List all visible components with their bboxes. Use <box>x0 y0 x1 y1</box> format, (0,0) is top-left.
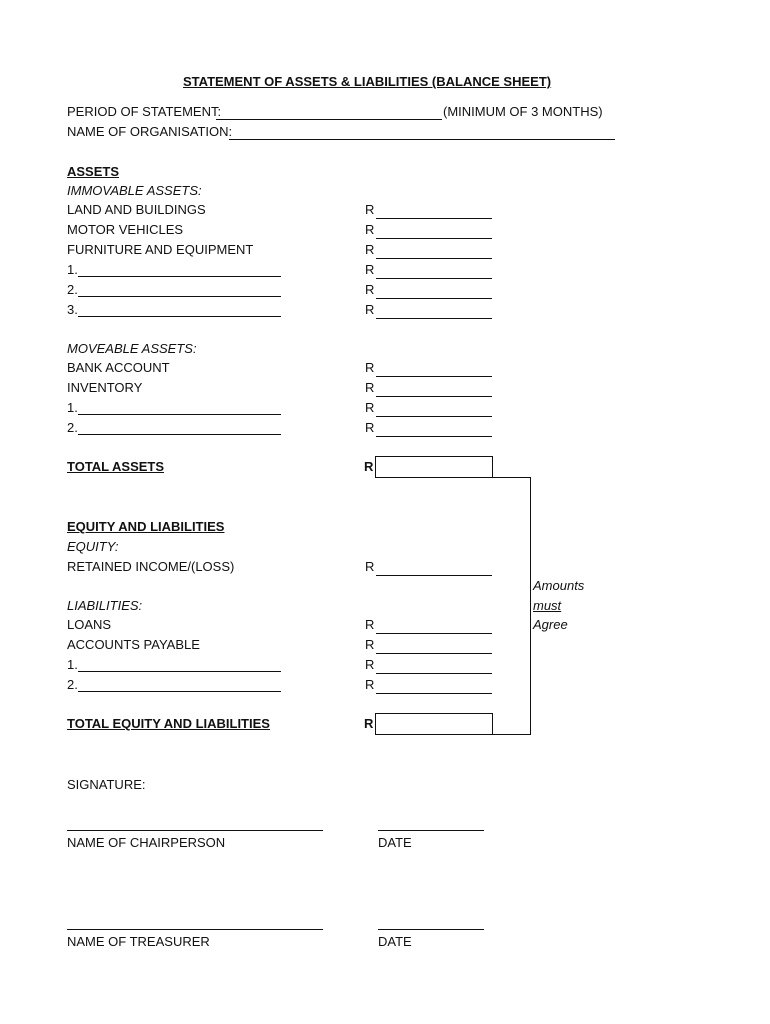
amount-liability-1[interactable] <box>376 673 492 674</box>
org-label: NAME OF ORGANISATION: <box>67 124 233 139</box>
item-land-buildings: LAND AND BUILDINGS <box>67 202 206 217</box>
item-liability-1: 1. <box>67 657 78 672</box>
amount-liability-2[interactable] <box>376 693 492 694</box>
item-inventory: INVENTORY <box>67 380 143 395</box>
item-liability-2: 2. <box>67 677 78 692</box>
item-other-2-field[interactable] <box>78 296 281 297</box>
amount-other-1[interactable] <box>376 278 492 279</box>
chairperson-label: NAME OF CHAIRPERSON <box>67 835 226 850</box>
amount-motor-vehicles[interactable] <box>376 238 492 239</box>
amount-loans[interactable] <box>376 633 492 634</box>
chairperson-signature-line[interactable] <box>67 830 323 831</box>
amount-moveable-2[interactable] <box>376 436 492 437</box>
signature-label: SIGNATURE: <box>67 777 146 792</box>
currency-r: R <box>364 459 374 474</box>
amount-land-buildings[interactable] <box>376 218 492 219</box>
currency-r: R <box>365 222 375 237</box>
item-moveable-1: 1. <box>67 400 78 415</box>
currency-r: R <box>364 716 374 731</box>
amount-bank-account[interactable] <box>376 376 492 377</box>
page-title: STATEMENT OF ASSETS & LIABILITIES (BALANCE SHEET) <box>183 74 552 89</box>
currency-r: R <box>365 242 375 257</box>
currency-r: R <box>365 262 375 277</box>
treasurer-date-line[interactable] <box>378 929 484 930</box>
currency-r: R <box>365 202 375 217</box>
item-accounts-payable: ACCOUNTS PAYABLE <box>67 637 200 652</box>
item-other-1: 1. <box>67 262 78 277</box>
amount-retained-income[interactable] <box>376 575 492 576</box>
totals-bracket <box>493 477 531 735</box>
note-must: must <box>533 598 562 613</box>
item-bank-account: BANK ACCOUNT <box>67 360 170 375</box>
period-note: (MINIMUM OF 3 MONTHS) <box>443 104 603 119</box>
currency-r: R <box>365 360 375 375</box>
note-amounts: Amounts <box>533 578 585 593</box>
item-moveable-2-field[interactable] <box>78 434 281 435</box>
total-assets-box[interactable] <box>375 456 493 478</box>
amount-moveable-1[interactable] <box>376 416 492 417</box>
period-field[interactable] <box>216 119 442 120</box>
item-moveable-2: 2. <box>67 420 78 435</box>
total-equity-liabilities-box[interactable] <box>375 713 493 735</box>
chairperson-date-line[interactable] <box>378 830 484 831</box>
note-agree: Agree <box>533 617 568 632</box>
equity-liabilities-heading: EQUITY AND LIABILITIES <box>67 519 225 534</box>
amount-other-2[interactable] <box>376 298 492 299</box>
item-other-1-field[interactable] <box>78 276 281 277</box>
treasurer-date-label: DATE <box>378 934 412 949</box>
amount-inventory[interactable] <box>376 396 492 397</box>
total-assets-label: TOTAL ASSETS <box>67 459 165 474</box>
period-label: PERIOD OF STATEMENT: <box>67 104 222 119</box>
amount-furniture-equipment[interactable] <box>376 258 492 259</box>
moveable-assets-heading: MOVEABLE ASSETS: <box>67 341 197 356</box>
amount-accounts-payable[interactable] <box>376 653 492 654</box>
item-other-2: 2. <box>67 282 78 297</box>
item-liability-1-field[interactable] <box>78 671 281 672</box>
currency-r: R <box>365 677 375 692</box>
item-other-3: 3. <box>67 302 78 317</box>
item-furniture-equipment: FURNITURE AND EQUIPMENT <box>67 242 254 257</box>
item-other-3-field[interactable] <box>78 316 281 317</box>
treasurer-label: NAME OF TREASURER <box>67 934 210 949</box>
item-moveable-1-field[interactable] <box>78 414 281 415</box>
currency-r: R <box>365 380 375 395</box>
currency-r: R <box>365 302 375 317</box>
currency-r: R <box>365 559 375 574</box>
assets-heading: ASSETS <box>67 164 120 179</box>
item-liability-2-field[interactable] <box>78 691 281 692</box>
chairperson-date-label: DATE <box>378 835 412 850</box>
currency-r: R <box>365 657 375 672</box>
currency-r: R <box>365 637 375 652</box>
organisation-field[interactable] <box>229 139 615 140</box>
liabilities-heading: LIABILITIES: <box>67 598 143 613</box>
item-retained-income: RETAINED INCOME/(LOSS) <box>67 559 235 574</box>
currency-r: R <box>365 420 375 435</box>
immovable-assets-heading: IMMOVABLE ASSETS: <box>67 183 202 198</box>
amount-other-3[interactable] <box>376 318 492 319</box>
currency-r: R <box>365 400 375 415</box>
currency-r: R <box>365 282 375 297</box>
equity-heading: EQUITY: <box>67 539 119 554</box>
total-equity-liabilities-label: TOTAL EQUITY AND LIABILITIES <box>67 716 270 731</box>
currency-r: R <box>365 617 375 632</box>
item-loans: LOANS <box>67 617 112 632</box>
item-motor-vehicles: MOTOR VEHICLES <box>67 222 184 237</box>
treasurer-signature-line[interactable] <box>67 929 323 930</box>
